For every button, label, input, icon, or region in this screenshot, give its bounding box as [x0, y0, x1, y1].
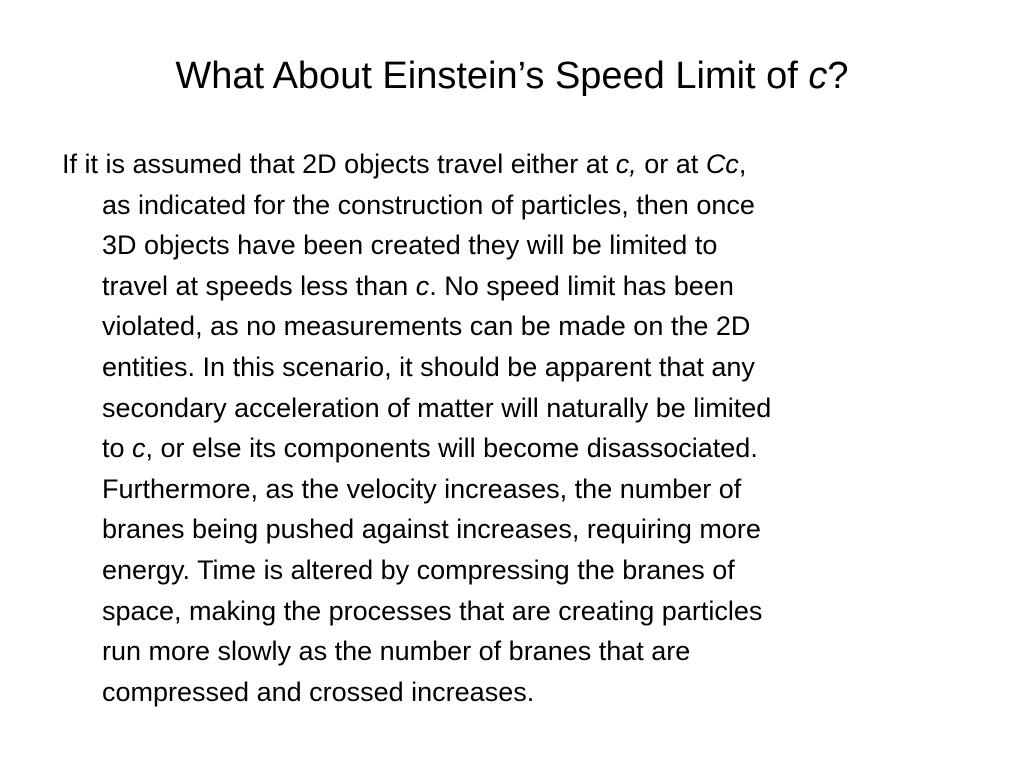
slide-title-italic-c: c — [808, 55, 828, 97]
slide-body-paragraph — [62, 144, 962, 712]
body-text-run: , — [738, 149, 747, 179]
body-line — [62, 631, 962, 672]
body-line — [62, 672, 962, 713]
body-line — [62, 347, 962, 388]
body-italic-run: Cc — [705, 149, 739, 179]
body-line — [62, 225, 962, 266]
body-text-run: or at — [636, 149, 706, 179]
body-text-run: , or else its components will become disassociated. — [145, 433, 758, 464]
body-text-run: . No speed limit has been — [429, 270, 734, 301]
body-text-run: 3D objects have been created they will be limited to — [102, 230, 718, 261]
body-line — [62, 591, 962, 632]
body-line — [62, 144, 962, 185]
slide-title-text: What About Einstein’s Speed Limit of — [175, 55, 809, 97]
body-line — [62, 266, 962, 307]
body-text-run: space, making the processes that are creating particles — [102, 595, 763, 626]
body-text-run: secondary acceleration of matter will naturally be limited — [102, 392, 772, 423]
body-line — [62, 469, 962, 510]
body-italic-run: c, — [615, 149, 637, 179]
body-text-run: If it is assumed that 2D objects travel either at — [62, 149, 616, 179]
body-line — [62, 185, 962, 226]
body-text-run: travel at speeds less than — [102, 270, 416, 301]
body-text-run: energy. Time is altered by compressing the branes of — [102, 554, 735, 585]
body-text-run: entities. In this scenario, it should be apparent that any — [102, 351, 755, 382]
slide-title — [0, 52, 1024, 100]
body-line — [62, 428, 962, 469]
body-text-run: as indicated for the construction of particles, then once — [102, 189, 755, 220]
body-line — [62, 509, 962, 550]
body-text-run: Furthermore, as the velocity increases, the number of — [102, 473, 742, 504]
body-italic-run: c — [415, 270, 430, 301]
body-text-run: branes being pushed against increases, requiring more — [102, 514, 761, 545]
body-line — [62, 388, 962, 429]
body-italic-run: c — [132, 433, 146, 464]
body-line — [62, 550, 962, 591]
slide-title-suffix: ? — [827, 55, 849, 97]
body-text-run: run more slowly as the number of branes that are — [102, 636, 691, 667]
body-text-run: violated, as no measurements can be made on the 2D — [102, 311, 751, 342]
body-line — [62, 306, 962, 347]
body-text-run: to — [102, 433, 133, 464]
body-text-run: compressed and crossed increases. — [102, 676, 535, 707]
